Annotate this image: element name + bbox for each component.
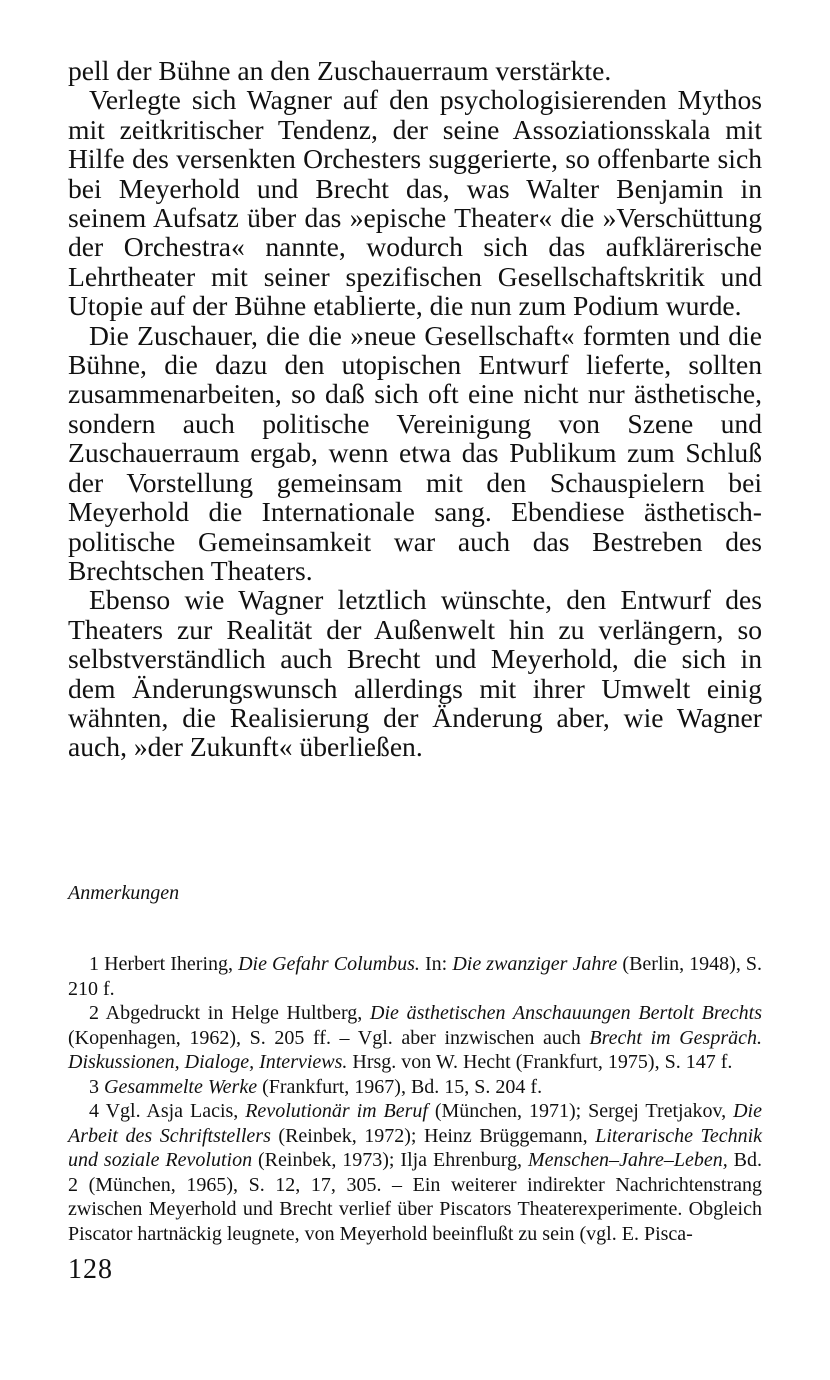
footnote-title: Die zwanziger Jahre xyxy=(452,953,618,975)
footnote-text: (Berlin, 1948), S. 210 f. xyxy=(68,953,763,1000)
footnote-text: In: xyxy=(419,953,453,975)
footnote-text: Vgl. Asja Lacis, xyxy=(99,1100,246,1122)
paragraph-ebenso: Ebenso wie Wagner letztlich wünschte, den Entwurf des Theaters zur Realität der Außenwelt hin zu verlängern, so selbstverständlich auch Brecht und Meyerhold, die sich in dem Änderungswunsch allerdings mit ihrer Umwelt einig wähnten, die Realisierung der Änderung aber, wie Wagner auch, »der Zukunft« überließen. xyxy=(68,584,762,763)
footnote-text: Bd. 2 (München, 1965), S. 12, 17, 305. – Ein weiterer indirekter Nachrichtenstrang zwischen Meyerhold und Brecht verlief über Piscators Theaterexperimente. Obgleich Piscator hartnäckig leugnete, von Meyerhold beeinflußt zu sein (vgl. E. Pisca- xyxy=(68,1149,763,1245)
footnote-title: Literarische Technik und soziale Revolution xyxy=(68,1124,762,1171)
paragraph-zuschauer: Die Zuschauer, die die »neue Gesellschaft« formten und die Bühne, die dazu den utopischen Entwurf lieferte, sollten zusammenarbeiten, so daß sich oft eine nicht nur ästhetische, sondern auch politische Vereinigung von Szene und Zuschauerraum ergab, wenn etwa das Publikum zum Schluß der Vorstellung gemeinsam mit den Schauspielern bei Meyerhold die Internationale sang. Ebendiese ästhetisch-politische Gemeinsamkeit war auch das Bestreben des Brechtschen Theaters. xyxy=(68,319,762,586)
footnotes xyxy=(68,952,762,1246)
footnote-number: 1 xyxy=(89,953,99,975)
page-number: 128 xyxy=(68,1254,113,1285)
footnote-3 xyxy=(68,1075,762,1100)
footnote-text: (Frankfurt, 1967), Bd. 15, S. 204 f. xyxy=(257,1075,543,1098)
footnote-text: (Kopenhagen, 1962), S. 205 ff. – Vgl. aber inzwischen auch xyxy=(68,1026,590,1049)
footnote-1 xyxy=(68,952,762,1001)
footnote-title: Gesammelte Werke xyxy=(104,1075,258,1098)
footnote-4 xyxy=(68,1099,762,1246)
footnote-number: 3 xyxy=(89,1075,99,1098)
footnote-title: Menschen–Jahre–Leben, xyxy=(527,1149,728,1171)
notes-heading: Anmerkungen xyxy=(68,882,180,904)
footnote-title: Die Gefahr Columbus. xyxy=(238,953,420,975)
footnote-text: Herbert Ihering, xyxy=(99,953,239,975)
footnote-number: 2 xyxy=(89,1002,99,1024)
footnote-title: Revolutionär im Beruf xyxy=(245,1100,428,1122)
footnote-text: Abgedruckt in Helge Hultberg, xyxy=(99,1002,371,1024)
paragraph-wagner-mythos: Verlegte sich Wagner auf den psychologisierenden Mythos mit zeitkritischer Tendenz, der seine Assoziationsskala mit Hilfe des versenkten Orchesters suggerierte, so offenbarte sich bei Meyerhold und Brecht das, was Walter Benjamin in seinem Aufsatz über das »epische Theater« die »Verschüttung der Orchestra« nannte, wodurch sich das aufklärerische Lehrtheater mit seiner spezifischen Gesellschaftskritik und Utopie auf der Bühne etablierte, die nun zum Podium wurde. xyxy=(68,84,762,322)
footnote-title: Die ästhetischen Anschauungen Bertolt Brechts xyxy=(370,1002,762,1024)
footnote-title: Die Arbeit des Schriftstellers xyxy=(68,1100,762,1147)
footnote-text: (München, 1971); Sergej Tretjakov, xyxy=(427,1100,734,1122)
footnote-title: Brecht im Gespräch. Diskussionen, Dialoge, Interviews. xyxy=(68,1026,762,1073)
footnote-text: (Reinbek, 1973); Ilja Ehrenburg, xyxy=(252,1149,528,1171)
footnote-2 xyxy=(68,1001,762,1075)
footnote-text: (Reinbek, 1972); Heinz Brüggemann, xyxy=(270,1124,596,1147)
footnote-number: 4 xyxy=(89,1100,99,1122)
footnote-text: Hrsg. von W. Hecht (Frankfurt, 1975), S. 147 f. xyxy=(347,1051,733,1073)
paragraph-continuation: pell der Bühne an den Zuschauerraum verstärkte. xyxy=(68,55,612,86)
main-text xyxy=(68,56,762,762)
